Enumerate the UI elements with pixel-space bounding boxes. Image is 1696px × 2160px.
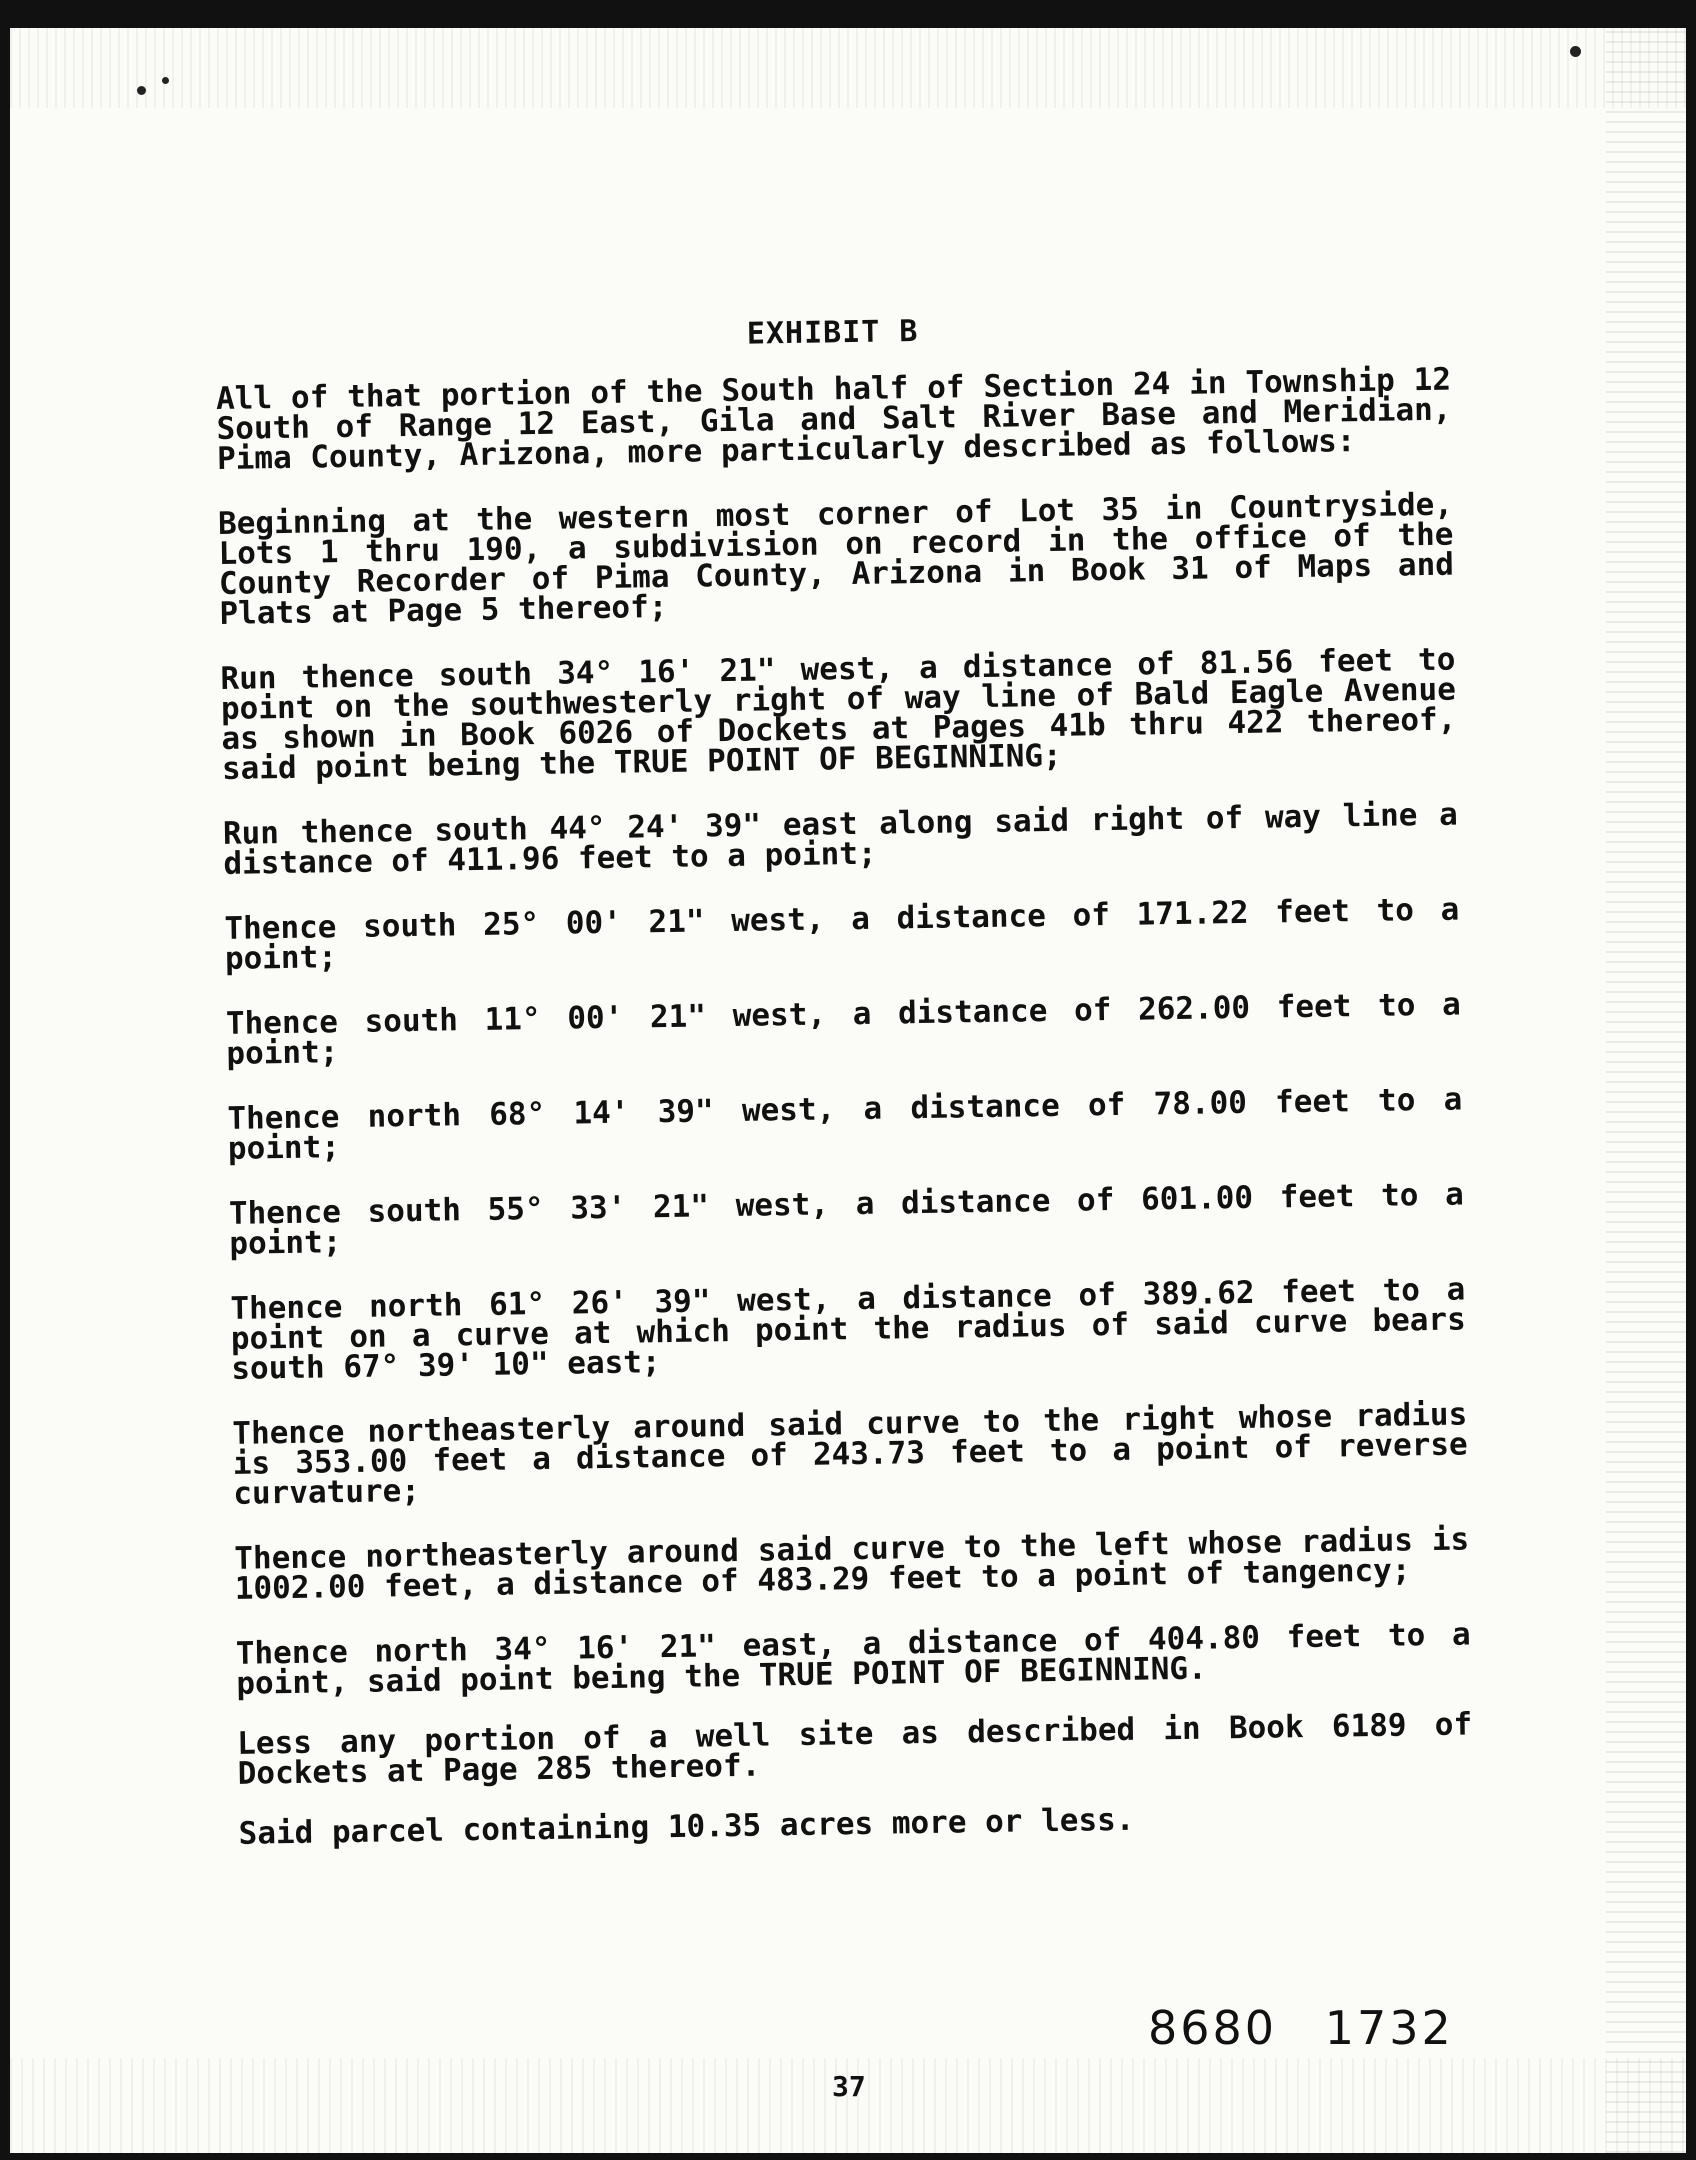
paragraph: Thence northeasterly around said curve to the right whose radius is 353.00 feet a distance of 243.73 feet to a point of reverse curvature; [232,1396,1468,1512]
document-code: 8680 1732 [1148,2001,1454,2055]
scan-speck [1570,46,1581,57]
paragraph: Beginning at the western most corner of Lot 35 in Countryside, Lots 1 thru 190, a subdivision on record in the office of the County Recorder of Pima County, Arizona in Book 31 of Maps and Plats at Page 5 thereof; [217,486,1455,632]
legal-description [215,309,1474,1884]
paragraph: Less any portion of a well site as described in Book 6189 of Dockets at Page 285 thereof. [236,1706,1473,1792]
paragraph: Thence north 68° 14' 39" west, a distance of 78.00 feet to a point; [227,1081,1463,1167]
paragraph: Thence south 11° 00' 21" west, a distance of 262.00 feet to a point; [225,986,1462,1072]
scan-noise-top [10,28,1686,108]
paragraph: Thence south 55° 33' 21" west, a distance of 601.00 feet to a point; [228,1176,1465,1262]
paragraph: Thence south 25° 00' 21" west, a distance of 171.22 feet to a point; [224,891,1460,977]
exhibit-title: EXHIBIT B [746,313,919,352]
scan-noise-right [1606,28,1686,2153]
paragraph: Thence northeasterly around said curve to the left whose radius is 1002.00 feet, a distance of 483.29 feet to a point of tangency; [234,1521,1470,1607]
page-number: 37 [832,2070,866,2103]
document-page [10,28,1686,2153]
scan-speck [162,77,169,84]
paragraph: Thence north 61° 26' 39" west, a distance of 389.62 feet to a point on a curve at which point the radius of said curve bears south 67° 39' 10" east; [230,1271,1467,1387]
paragraph: All of that portion of the South half of Section 24 in Township 12 South of Range 12 East, Gila and Salt River Base and Meridian, Pima County, Arizona, more particularly described as follows: [215,361,1452,477]
paragraph: Run thence south 44° 24' 39" east along said right of way line a distance of 411.96 feet to a point; [222,796,1459,882]
paragraph: Said parcel containing 10.35 acres more or less. [238,1801,1135,1852]
paragraph: Thence north 34° 16' 21" east, a distance of 404.80 feet to a point, said point being the TRUE POINT OF BEGINNING. [235,1616,1471,1702]
paragraph: Run thence south 34° 16' 21" west, a distance of 81.56 feet to point on the southwesterly right of way line of Bald Eagle Avenue as shown in Book 6026 of Dockets at Pages 41b thru 422 thereof, said point being the TRUE POINT OF BEGINNING; [220,641,1457,787]
scan-speck [137,86,146,95]
